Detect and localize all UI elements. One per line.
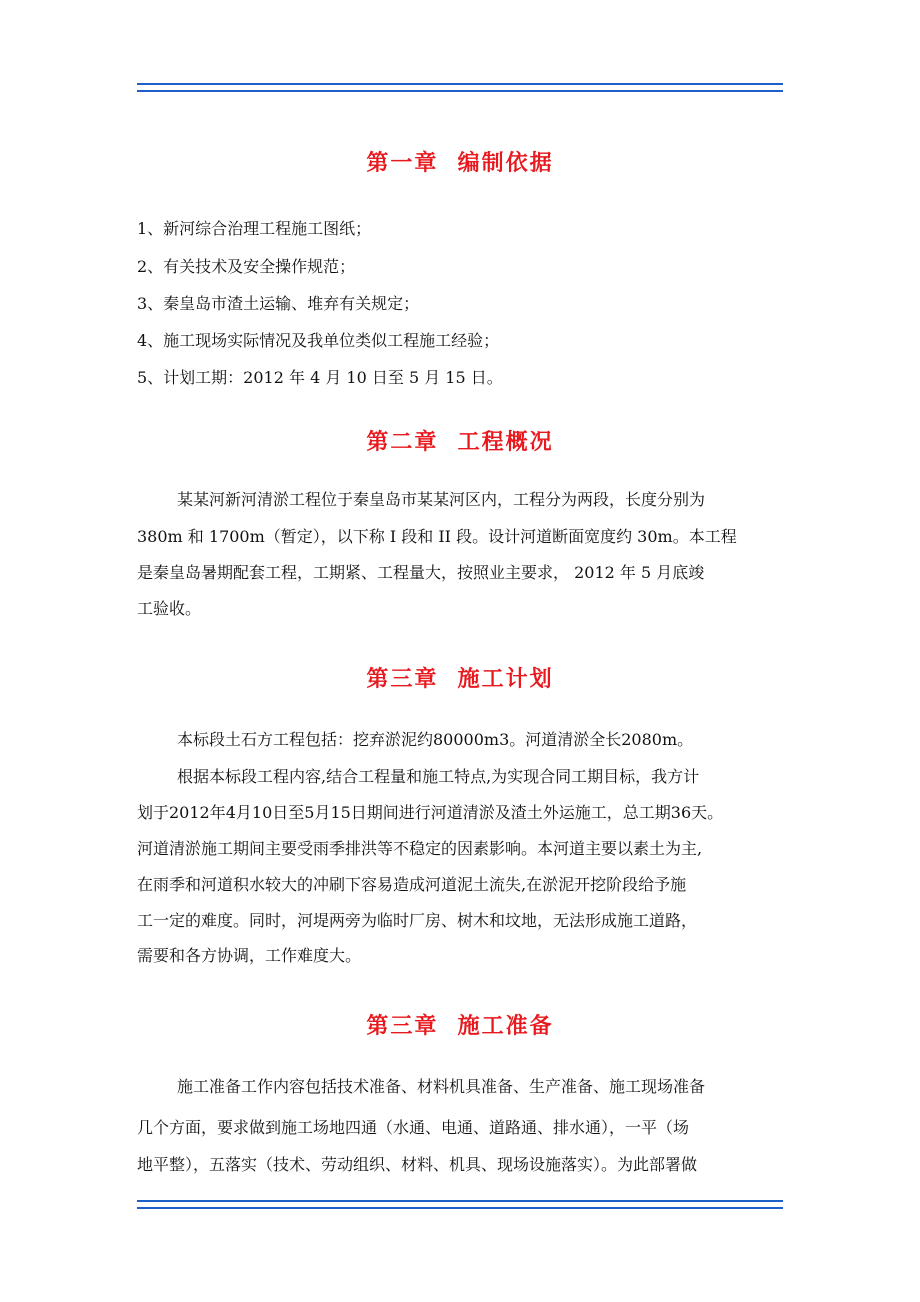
chapter-3-title: 第三章 施工计划: [366, 667, 554, 692]
chapter-4-title: 第三章 施工准备: [366, 1014, 554, 1039]
chapter-1-title: 第一章 编制依据: [366, 151, 554, 176]
header-rule: [137, 83, 783, 92]
basis-item-1: 1、新河综合治理工程施工图纸；: [137, 219, 372, 238]
plan-line-5: 在雨季和河道积水较大的冲刷下容易造成河道泥土流失,在淤泥开挖阶段给予施: [137, 875, 687, 894]
chapter-2-title: 第二章 工程概况: [366, 430, 554, 455]
footer-rule: [137, 1200, 783, 1209]
basis-item-5: 5、计划工期：2012 年 4 月 10 日至 5 月 15 日。: [137, 368, 503, 387]
basis-item-4: 4、施工现场实际情况及我单位类似工程施工经验；: [137, 331, 500, 350]
plan-line-3: 划于2012年4月10日至5月15日期间进行河道清淤及渣土外运施工，总工期36天。: [137, 803, 724, 822]
plan-line-6: 工一定的难度。同时，河堤两旁为临时厂房、树木和坟地，无法形成施工道路，: [137, 911, 698, 930]
basis-item-3: 3、秦皇岛市渣土运输、堆弃有关规定；: [137, 294, 420, 313]
prep-line-2: 几个方面，要求做到施工场地四通（水通、电通、道路通、排水通），一平（场: [137, 1118, 690, 1137]
plan-line-7: 需要和各方协调，工作难度大。: [137, 946, 362, 965]
basis-item-2: 2、有关技术及安全操作规范；: [137, 257, 356, 276]
overview-line-1: 某某河新河清淤工程位于秦皇岛市某某河区内，工程分为两段，长度分别为: [177, 490, 706, 509]
prep-line-3: 地平整），五落实（技术、劳动组织、材料、机具、现场设施落实）。为此部署做: [137, 1155, 698, 1174]
prep-line-1: 施工准备工作内容包括技术准备、材料机具准备、生产准备、施工现场准备: [177, 1077, 706, 1096]
plan-line-4: 河道清淤施工期间主要受雨季排洪等不稳定的因素影响。本河道主要以素土为主,: [137, 839, 703, 858]
overview-line-2: 380m 和 1700m（暂定），以下称 I 段和 II 段。设计河道断面宽度约 30m。本工程: [137, 527, 737, 546]
overview-line-4: 工验收。: [137, 599, 202, 618]
overview-line-3: 是秦皇岛暑期配套工程，工期紧、工程量大，按照业主要求， 2012 年 5 月底竣: [137, 563, 705, 582]
plan-line-2: 根据本标段工程内容,结合工程量和施工特点,为实现合同工期目标，我方计: [177, 767, 700, 786]
plan-line-1: 本标段土石方工程包括：挖弃淤泥约80000m3。河道清淤全长2080m。: [177, 730, 694, 749]
